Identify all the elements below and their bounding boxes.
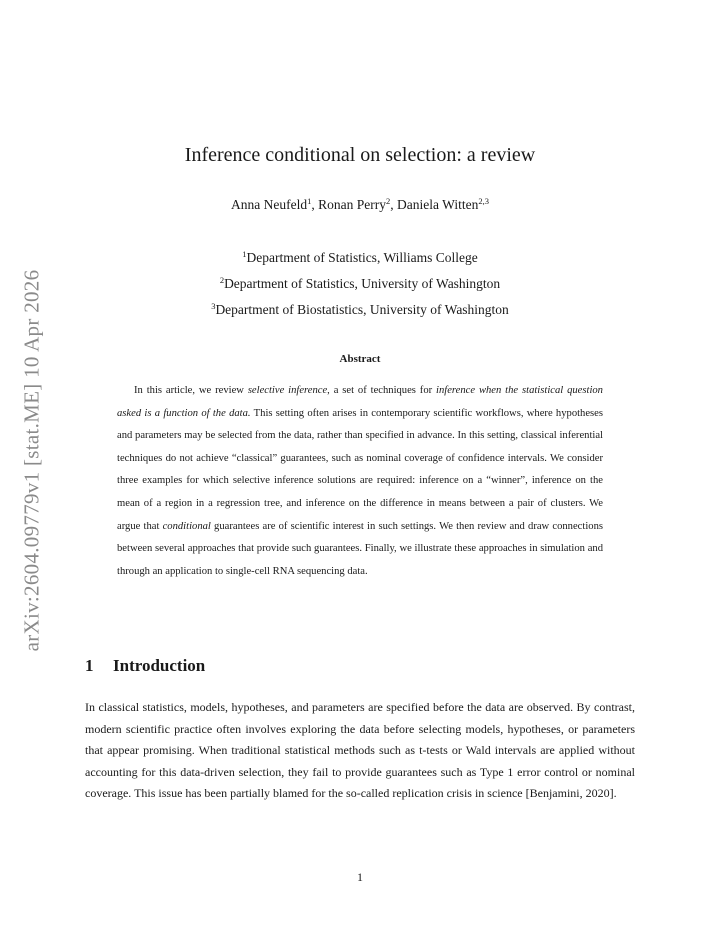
affiliation-line — [0, 301, 720, 327]
affiliation-text: Department of Biostatistics, University of Washington — [215, 302, 509, 317]
abstract-emphasis: selective inference — [247, 385, 328, 396]
affiliation-mark: 1 — [242, 249, 247, 259]
affiliation-text: Department of Statistics, University of Washington — [224, 276, 501, 291]
author-list — [0, 197, 720, 213]
affiliation-line — [0, 249, 720, 275]
page-number: 1 — [357, 870, 363, 884]
section-title: Introduction — [113, 656, 206, 675]
abstract-emphasis: conditional — [162, 520, 211, 532]
affiliation-mark: 2 — [219, 275, 225, 285]
abstract-text: , a set of techniques for — [327, 385, 437, 396]
affiliation-line — [0, 275, 720, 301]
section-number: 1 — [85, 656, 94, 675]
abstract-text: In this article, we review — [134, 385, 248, 396]
author-separator: , — [311, 197, 319, 212]
paper-title: Inference conditional on selection: a review — [184, 144, 536, 166]
intro-paragraph: In classical statistics, models, hypotheses, and parameters are specified before the data are observed. By contrast, modern scientific practice often involves exploring the data before selecting models, hypotheses, or parameters that appear promising. When traditional statistical methods such as t-tests or Wald intervals are applied without accounting for this data-driven selection, they fail to provide guarantees such as Type 1 error control or nominal coverage. This issue has been partially blamed for the so-called replication crisis in science [Benjamini, 2020]. — [85, 700, 635, 801]
author-affiliation-mark: 2,3 — [478, 196, 489, 206]
abstract-body — [117, 380, 603, 583]
affiliation-list — [0, 249, 720, 327]
affiliation-mark: 3 — [211, 301, 216, 311]
abstract-text: guarantees are of scientific interest in such settings. We then review and draw connections between several approaches that provide such guarantees. Finally, we illustrate these approaches in simulation and through an application to single-cell RNA sequencing data. — [117, 520, 603, 577]
abstract-heading: Abstract — [339, 353, 381, 365]
author-name: Daniela Witten — [397, 197, 479, 212]
abstract-emphasis: inference when the statistical question asked is a function of the data. — [117, 385, 603, 419]
arxiv-identifier-text: arXiv:2604.09779v1 [stat.ME] 10 Apr 2026 — [19, 269, 44, 651]
author-name: Anna Neufeld — [231, 197, 308, 212]
abstract-text: This setting often arises in contemporary scientific workflows, where hypotheses and parameters may be selected from the data, rather than specified in advance. In this setting, classical inferential techniques do not achieve “classical” guarantees, such as nominal coverage of confidence intervals. We consider three examples for which selective inference solutions are required: inference on a “winner”, inference on the mean of a region in a regression tree, and inference on the difference in means between a pair of clusters. We argue that — [117, 407, 604, 532]
author-affiliation-mark: 2 — [386, 196, 391, 206]
author-affiliation-mark: 1 — [307, 196, 312, 206]
section-heading — [85, 656, 205, 676]
affiliation-text: Department of Statistics, Williams College — [246, 250, 478, 265]
author-separator: , — [390, 197, 398, 212]
author-name: Ronan Perry — [318, 197, 387, 212]
